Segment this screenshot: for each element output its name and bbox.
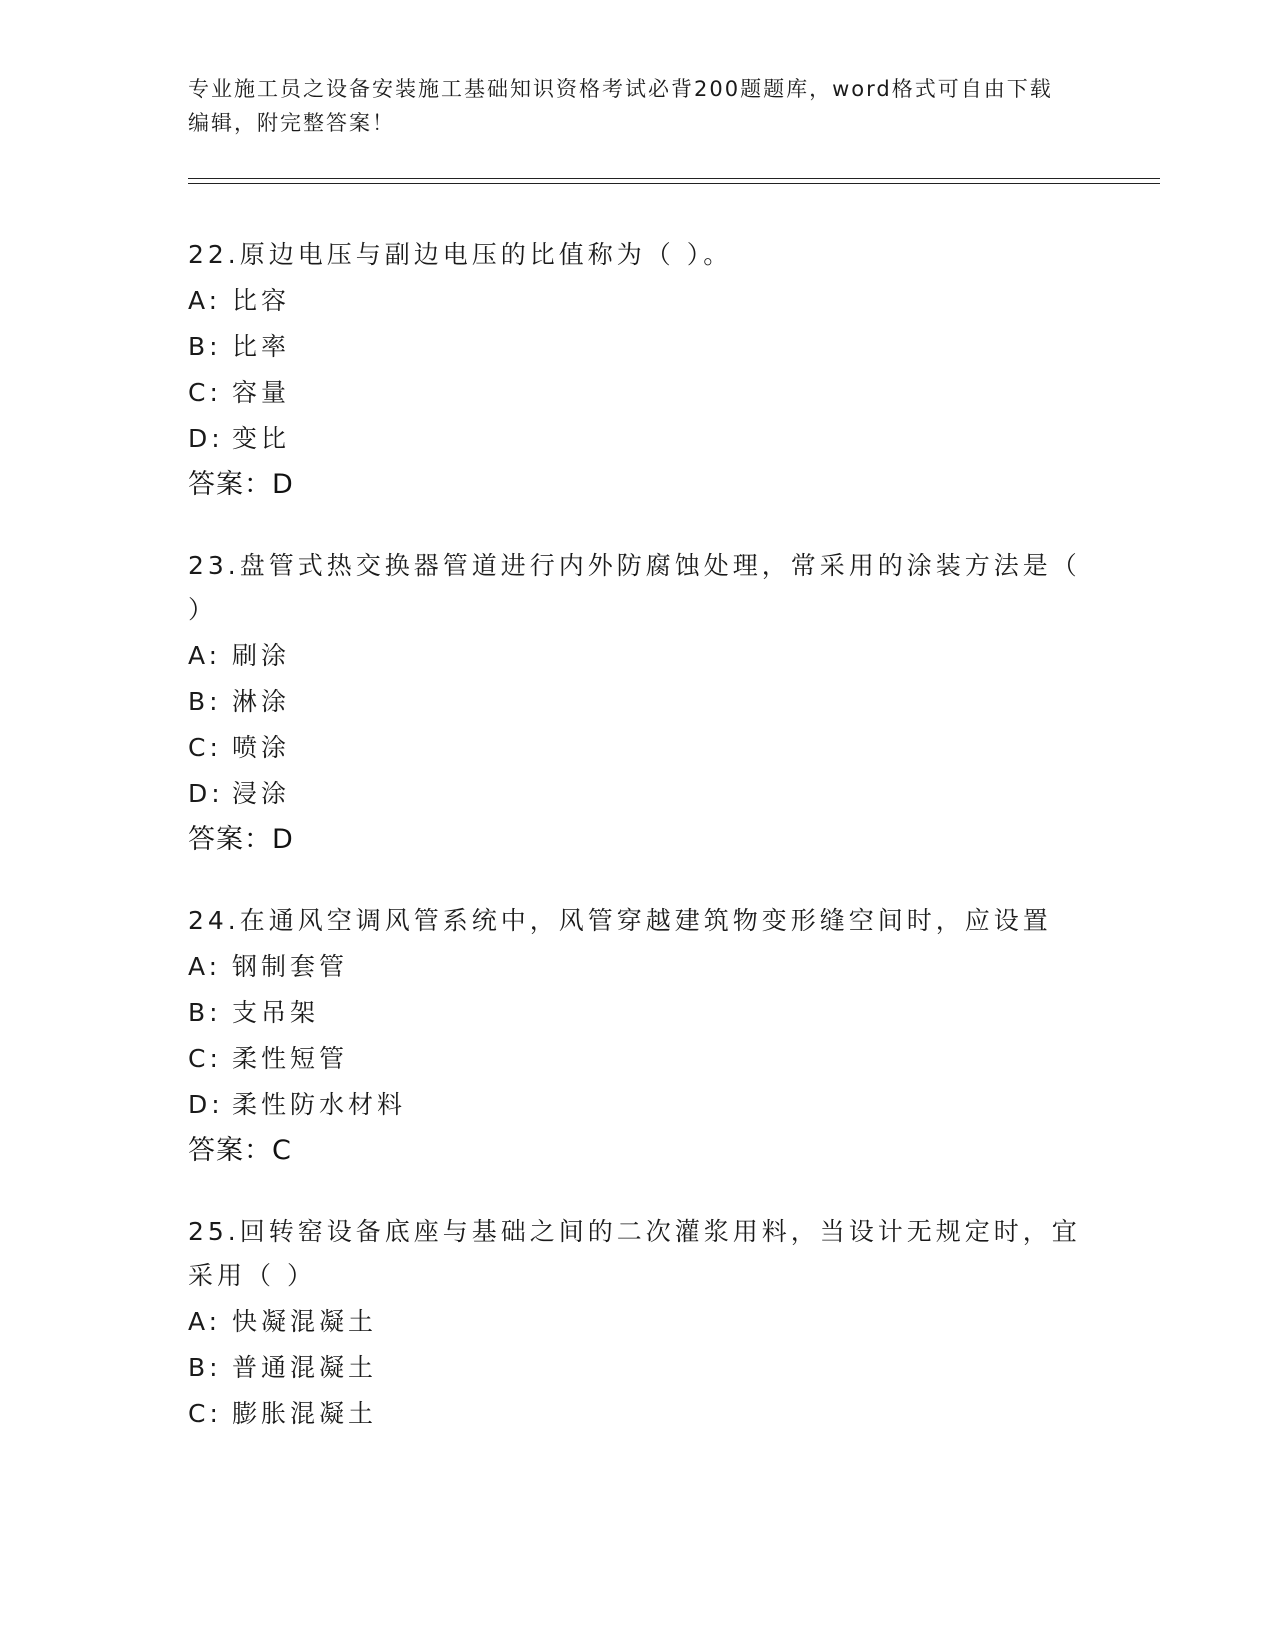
option-label: C: — [188, 1399, 222, 1428]
question-stem: 24.在通风空调风管系统中，风管穿越建筑物变形缝空间时，应设置 — [188, 906, 1052, 935]
option-label: B: — [188, 1353, 222, 1382]
option-label: A: — [188, 641, 222, 670]
option-text: 变比 — [232, 424, 291, 453]
option-b — [188, 990, 1088, 1036]
option-text: 比容 — [232, 286, 291, 315]
option-label: C: — [188, 1044, 222, 1073]
option-text: 刷涂 — [232, 641, 291, 670]
question-stem: 22.原边电压与副边电压的比值称为（ ）。 — [188, 240, 733, 269]
option-a — [188, 633, 1088, 679]
question-list — [188, 233, 1088, 1473]
answer-text: 答案：D — [188, 469, 294, 500]
option-text: 普通混凝土 — [232, 1353, 378, 1382]
option-text: 膨胀混凝土 — [232, 1399, 378, 1428]
question-stem: 23.盘管式热交换器管道进行内外防腐蚀处理，常采用的涂装方法是（ ） — [188, 551, 1081, 624]
option-text: 钢制套管 — [232, 952, 349, 981]
option-text: 喷涂 — [232, 733, 291, 762]
option-b — [188, 1345, 1088, 1391]
question-24 — [188, 899, 1088, 1174]
option-label: A: — [188, 286, 222, 315]
option-text: 支吊架 — [232, 998, 320, 1027]
option-text: 快凝混凝土 — [232, 1307, 378, 1336]
option-a — [188, 278, 1088, 324]
option-text: 淋涂 — [232, 687, 291, 716]
option-a — [188, 944, 1088, 990]
question-25 — [188, 1210, 1088, 1437]
header-divider-bottom — [188, 183, 1160, 184]
option-text: 柔性短管 — [232, 1044, 349, 1073]
option-label: B: — [188, 332, 222, 361]
question-stem: 25.回转窑设备底座与基础之间的二次灌浆用料，当设计无规定时，宜采用（ ） — [188, 1217, 1081, 1290]
option-label: C: — [188, 378, 222, 407]
option-text: 柔性防水材料 — [232, 1090, 407, 1119]
document-header: 专业施工员之设备安装施工基础知识资格考试必背200题题库，word格式可自由下载编辑，附完整答案！ — [188, 77, 1053, 135]
option-label: D: — [188, 779, 224, 808]
option-label: A: — [188, 952, 222, 981]
option-c — [188, 725, 1088, 771]
option-c — [188, 370, 1088, 416]
option-c — [188, 1391, 1088, 1437]
option-text: 比率 — [232, 332, 291, 361]
answer-text: 答案：D — [188, 824, 294, 855]
option-b — [188, 679, 1088, 725]
option-d — [188, 416, 1088, 462]
question-23 — [188, 544, 1088, 863]
header-divider-top — [188, 178, 1160, 179]
option-a — [188, 1299, 1088, 1345]
option-label: D: — [188, 424, 224, 453]
question-22 — [188, 233, 1088, 508]
option-text: 容量 — [232, 378, 291, 407]
option-label: A: — [188, 1307, 222, 1336]
option-b — [188, 324, 1088, 370]
option-text: 浸涂 — [232, 779, 291, 808]
option-d — [188, 1082, 1088, 1128]
option-label: B: — [188, 998, 222, 1027]
option-c — [188, 1036, 1088, 1082]
option-d — [188, 771, 1088, 817]
option-label: B: — [188, 687, 222, 716]
option-label: D: — [188, 1090, 224, 1119]
answer-text: 答案：C — [188, 1135, 292, 1166]
option-label: C: — [188, 733, 222, 762]
